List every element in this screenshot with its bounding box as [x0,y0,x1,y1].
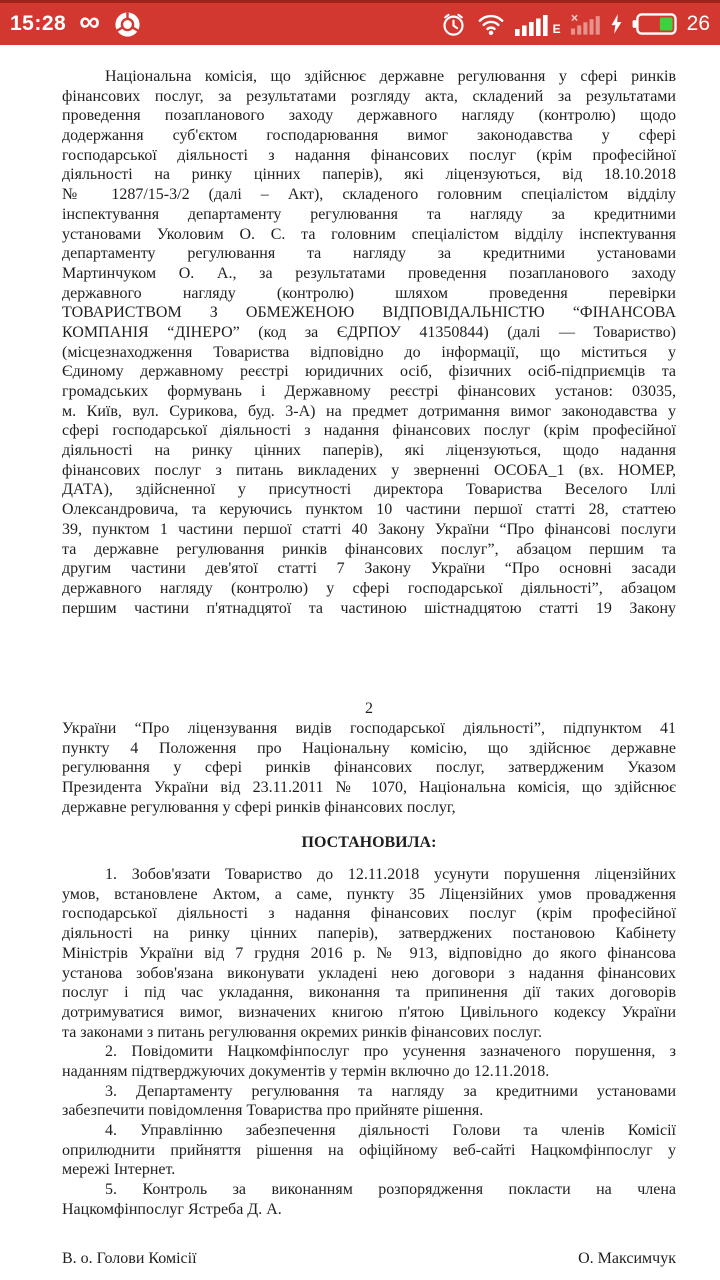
document-line: оприлюднити прийняття рішення на офіційному веб-сайті Нацкомфінпослуг у [62,1141,676,1159]
document-line: (місцезнаходження Товариства відповідно до інформації, що міститься у [62,343,676,361]
document-line: департаменту регулювання та нагляду за кредитними установами [62,245,676,263]
document-line: та державне регулювання ринків фінансових послуг”, абзацом першим та [62,540,676,558]
status-bar [0,0,720,45]
document-line: сфері господарської діяльності з надання фінансових послуг (крім професійної [62,422,676,440]
page-number: 2 [365,700,373,718]
document-line: проведення позапланового заходу державного нагляду (контролю) щодо [62,107,676,125]
document-line: України “Про ліцензування видів господарської діяльності”, підпунктом 41 [62,719,676,737]
document-line: Мартинчуком О. А., за результатами проведення позапланового заходу [62,264,676,282]
document-line: додержання суб'єктом господарювання вимог законодавства у сфері [62,127,676,145]
signal-strength-icon [515,13,549,36]
resolution-heading: ПОСТАНОВИЛА: [301,834,437,852]
document-line: діяльності на ринку цінних паперів), які ліцензуються, від 18.10.2018 [62,166,676,184]
document-line: Міністрів України від 7 грудня 2016 р. № 913, відповідно до якого фінансова [62,944,676,962]
document-line: 2. Повідомити Нацкомфінпослуг про усунення зазначеного порушення, з [105,1043,676,1061]
wifi-icon [477,11,505,37]
signature-title: В. о. Голови Комісії [62,1250,197,1268]
document-line: 4. Управлінню забезпечення діяльності Голови та членів Комісії [105,1122,676,1139]
document-line: 5. Контроль за виконанням розпорядження покласти на члена [105,1181,676,1199]
signal-strength-sim2-icon [571,13,601,36]
network-mode-label: E [552,21,561,36]
document-line: діяльності на ринку цінних паперів), затверджених постановою Кабінету [62,925,676,943]
chrome-icon [113,10,142,39]
document-line: 3. Департаменту регулювання та нагляду за кредитними установами [105,1082,676,1100]
document-line: господарської діяльності з надання фінансових послуг (крім професійної [62,146,676,164]
status-bar-right [440,11,710,38]
document-line: пункту 4 Положення про Національну комісію, що здійснює державне [62,739,676,757]
document-viewport[interactable] [0,45,720,1280]
document-line: Національна комісія, що здійснює державне регулювання у сфері ринків [105,68,676,85]
document-line: 39, пунктом 1 частини першої статті 40 Закону України “Про фінансові послуги [62,520,676,538]
document-line: другим частини дев'ятої статті 7 Закону України “Про основні засади [62,560,676,578]
document-line: Олександровича, та керуючись пунктом 10 частини першої статті 28, статтею [62,501,676,519]
document-line: умов, встановлене Актом, а саме, пункту 35 Ліцензійних умов провадження [62,885,676,903]
document-line: діяльності на ринку цінних паперів), які ліцензуються, щодо надання [62,442,676,460]
document-line: ДАТА), здійсненної у присутності директора Товариства Веселого Іллі [62,481,676,499]
document-line: інспектування департаменту регулювання та нагляду за кредитними [62,205,676,223]
signature-name: О. Максимчук [578,1250,676,1268]
document-line: державне регулювання у сфері ринків фінансових послуг, [62,798,456,816]
document-line: господарської діяльності з надання фінансових послуг (крім професійної [62,905,676,923]
document-line: установа зобов'язана виконувати укладені нею договори з надання фінансових [62,964,676,982]
battery-percent: 26 [686,12,710,35]
alarm-clock-icon [440,11,467,38]
document-line: ТОВАРИСТВОМ З ОБМЕЖЕНОЮ ВІДПОВІДАЛЬНІСТЮ “ФІНАНСОВА [62,304,676,322]
status-bar-left [10,6,142,39]
document-line: фінансових послуг, за результатами розгляду акта, складений за результатами [62,87,676,105]
document-line: державного нагляду (контролю) у сфері господарської діяльності”, абзацом [62,579,676,597]
document-line: першим частини п'ятнадцятої та частиною шістнадцятою статті 19 Закону [62,599,676,617]
infinity-icon: ∞ [79,6,100,38]
document-line: державного нагляду (контролю) шляхом проведення перевірки [62,284,676,302]
document-line: мережі Інтернет. [62,1161,176,1179]
document-line: та законами з питань регулювання окремих ринків фінансових послуг. [62,1023,542,1041]
document-line: Президента України від 23.11.2011 № 1070, Національна комісія, що здійснює [62,779,676,796]
document-page-area [0,45,720,1269]
document-line: Єдиному державному реєстрі юридичних осіб, фізичних осіб-підприємців та [62,363,676,381]
document-line: м. Київ, вул. Сурикова, буд. 3-А) на предмет дотримання вимог законодавства у [62,402,676,420]
document-line: громадських формувань і Державному реєстрі фінансових установ: 03035, [62,383,676,400]
clock-time: 15:28 [10,12,67,35]
document-line: фінансових послуг з питань викладених у зверненні ОСОБА_1 (вх. НОМЕР, [62,461,676,479]
battery-icon [632,13,677,35]
charging-bolt-icon [611,14,622,34]
document-line: установами Уколовим О. С. та головним спеціалістом відділу інспектування [62,225,676,243]
signature-row [62,1249,676,1269]
document-line: забезпечити повідомлення Товариства про прийняте рішення. [62,1102,484,1120]
document-line: послуг і під час укладання, виконання та припинення дії таких договорів [62,984,676,1002]
document-line: Нацкомфінпослуг Ястреба Д. А. [62,1200,282,1218]
document-line: регулювання у сфері ринків фінансових послуг, затвердженим Указом [62,759,676,777]
document-line: КОМПАНІЯ “ДІНЕРО” (код за ЄДРПОУ 41350844) (далі — Товариство) [62,323,676,341]
document-line: № 1287/15-3/2 (далі – Акт), складеного головним спеціалістом відділу [62,186,676,204]
document-line: наданням підтверджуючих документів у термін включно до 12.11.2018. [62,1062,550,1080]
document-line: дотримуватися вимог, визначених книгою п'ятою Цивільного кодексу України [62,1003,676,1021]
document-line: 1. Зобов'язати Товариство до 12.11.2018 усунути порушення ліцензійних [105,866,676,884]
